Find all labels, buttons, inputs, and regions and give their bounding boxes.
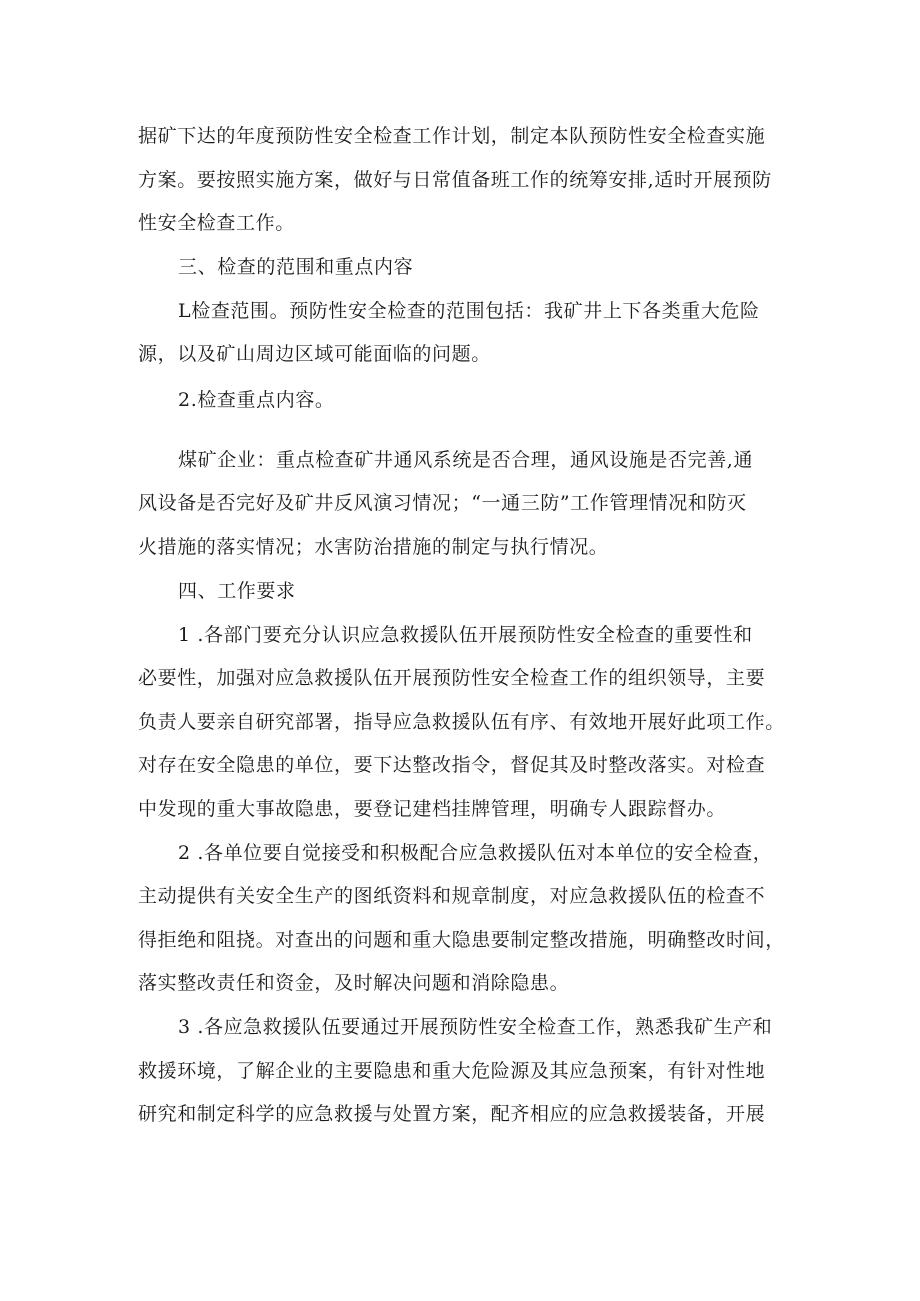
body-line: 负责人要亲自研究部署，指导应急救援队伍有序、有效地开展好此项工作。 (138, 711, 785, 733)
body-line: 火措施的落实情况；水害防治措施的制定与执行情况。 (138, 536, 609, 558)
body-line: 性安全检查工作。 (138, 212, 295, 234)
body-line: 2 .各单位要自觉接受和积极配合应急救援队伍对本单位的安全检查， (178, 842, 773, 864)
body-line: 风设备是否完好及矿井反风演习情况；“一通三防”工作管理情况和防灭 (138, 492, 747, 514)
body-line: 煤矿企业：重点检查矿井通风系统是否合理，通风设施是否完善,通 (178, 449, 754, 471)
section-heading-scope: 三、检查的范围和重点内容 (178, 256, 414, 278)
body-line: L检查范围。预防性安全检查的范围包括：我矿井上下各类重大危险 (178, 300, 760, 322)
body-line: 对存在安全隐患的单位，要下达整改指令，督促其及时整改落实。对检查 (138, 754, 766, 776)
body-line: 必要性，加强对应急救援队伍开展预防性安全检查工作的组织领导，主要 (138, 667, 766, 689)
body-line: 救援环境，了解企业的主要隐患和重大危险源及其应急预案，有针对性地 (138, 1060, 766, 1082)
body-line: 1 .各部门要充分认识应急救援队伍开展预防性安全检查的重要性和 (178, 624, 753, 646)
body-line: 落实整改责任和资金，及时解决问题和消除隐患。 (138, 972, 570, 994)
subheading-key-content: 2.检查重点内容。 (178, 389, 335, 411)
body-line: 主动提供有关安全生产的图纸资料和规章制度，对应急救援队伍的检查不 (138, 885, 766, 907)
body-line: 源，以及矿山周边区域可能面临的问题。 (138, 343, 491, 365)
body-line: 得拒绝和阻挠。对查出的问题和重大隐患要制定整改措施，明确整改时间， (138, 929, 785, 951)
section-heading-requirements: 四、工作要求 (178, 580, 296, 602)
body-line: 据矿下达的年度预防性安全检查工作计划，制定本队预防性安全检查实施 (138, 125, 766, 147)
body-line: 3 .各应急救援队伍要通过开展预防性安全检查工作，熟悉我矿生产和 (178, 1016, 773, 1038)
body-line: 研究和制定科学的应急救援与处置方案，配齐相应的应急救援装备，开展 (138, 1103, 766, 1125)
body-line: 方案。要按照实施方案，做好与日常值备班工作的统筹安排,适时开展预防 (138, 169, 772, 191)
body-line: 中发现的重大事故隐患，要登记建档挂牌管理，明确专人跟踪督办。 (138, 798, 727, 820)
